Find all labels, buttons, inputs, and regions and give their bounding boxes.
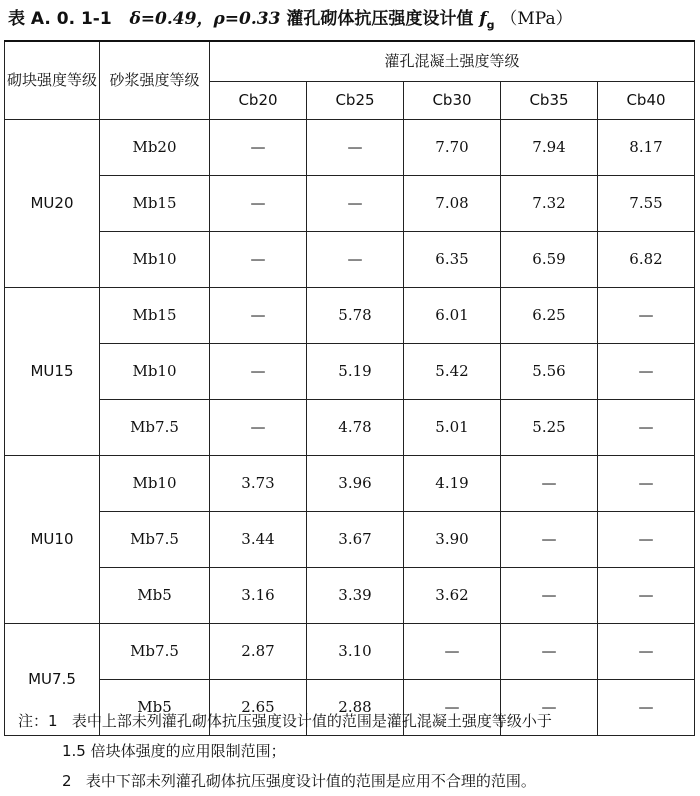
strength-value-cell: 6.82 xyxy=(598,231,695,287)
note-2-number: 2 xyxy=(62,772,72,790)
strength-value-cell: 5.78 xyxy=(307,287,404,343)
notes-label: 注： xyxy=(18,712,49,730)
block-grade-cell: MU15 xyxy=(5,287,100,455)
note-2 xyxy=(18,766,698,796)
strength-value-cell: 7.08 xyxy=(404,175,501,231)
note-1-continuation: 1.5 倍块体强度的应用限制范围； xyxy=(62,742,286,760)
strength-value-cell: — xyxy=(210,399,307,455)
strength-value-cell: — xyxy=(598,287,695,343)
table-parameters: δ=0.49，ρ=0.33 xyxy=(129,9,281,29)
note-1-number: 1 xyxy=(48,712,58,730)
strength-value-cell: — xyxy=(210,343,307,399)
table-row xyxy=(5,567,695,623)
block-grade-cell: MU20 xyxy=(5,119,100,287)
strength-value-cell: 7.70 xyxy=(404,119,501,175)
strength-value-cell: — xyxy=(210,175,307,231)
table-title-text: 灌孔砌体抗压强度设计值 xyxy=(286,9,474,29)
mortar-grade-cell: Mb15 xyxy=(100,175,210,231)
strength-value-cell: 2.65 xyxy=(210,679,307,735)
strength-table xyxy=(4,40,695,736)
header-col-cb20: Cb20 xyxy=(210,81,307,119)
note-2-text: 表中下部未列灌孔砌体抗压强度设计值的范围是应用不合理的范围。 xyxy=(85,772,536,790)
table-row xyxy=(5,399,695,455)
strength-value-cell: 5.56 xyxy=(501,343,598,399)
strength-value-cell: — xyxy=(210,287,307,343)
strength-value-cell: 3.90 xyxy=(404,511,501,567)
table-number: 表 A. 0. 1-1 xyxy=(8,9,112,29)
strength-value-cell: 6.59 xyxy=(501,231,598,287)
header-col-cb30: Cb30 xyxy=(404,81,501,119)
strength-value-cell: — xyxy=(501,623,598,679)
mortar-grade-cell: Mb10 xyxy=(100,455,210,511)
strength-value-cell: — xyxy=(501,455,598,511)
strength-value-cell: 3.73 xyxy=(210,455,307,511)
mortar-grade-cell: Mb7.5 xyxy=(100,399,210,455)
strength-value-cell: 3.67 xyxy=(307,511,404,567)
strength-table-body xyxy=(5,41,695,735)
block-grade-cell: MU10 xyxy=(5,455,100,623)
table-row xyxy=(5,175,695,231)
strength-value-cell: 3.96 xyxy=(307,455,404,511)
strength-value-cell: 3.39 xyxy=(307,567,404,623)
strength-value-cell: — xyxy=(598,567,695,623)
strength-value-cell: 3.62 xyxy=(404,567,501,623)
strength-value-cell: — xyxy=(307,231,404,287)
strength-value-cell: — xyxy=(598,399,695,455)
mortar-grade-cell: Mb15 xyxy=(100,287,210,343)
table-title-symbol-sub: g xyxy=(486,18,495,32)
strength-value-cell: — xyxy=(598,623,695,679)
table-row xyxy=(5,231,695,287)
mortar-grade-cell: Mb10 xyxy=(100,343,210,399)
mortar-grade-cell: Mb20 xyxy=(100,119,210,175)
header-block-grade: 砌块强度等级 xyxy=(5,41,100,119)
strength-value-cell: 3.10 xyxy=(307,623,404,679)
mortar-grade-cell: Mb7.5 xyxy=(100,511,210,567)
table-row xyxy=(5,511,695,567)
mortar-grade-cell: Mb10 xyxy=(100,231,210,287)
strength-value-cell: — xyxy=(307,175,404,231)
strength-value-cell: 6.25 xyxy=(501,287,598,343)
strength-value-cell: 5.42 xyxy=(404,343,501,399)
table-row xyxy=(5,287,695,343)
strength-value-cell: 6.01 xyxy=(404,287,501,343)
strength-value-cell: 4.19 xyxy=(404,455,501,511)
mortar-grade-cell: Mb5 xyxy=(100,679,210,735)
block-grade-cell: MU7.5 xyxy=(5,623,100,735)
strength-value-cell: — xyxy=(404,679,501,735)
strength-value-cell: — xyxy=(501,567,598,623)
strength-value-cell: — xyxy=(210,231,307,287)
strength-value-cell: 6.35 xyxy=(404,231,501,287)
table-row xyxy=(5,623,695,679)
header-mortar-grade: 砂浆强度等级 xyxy=(100,41,210,119)
mortar-grade-cell: Mb5 xyxy=(100,567,210,623)
table-unit: （MPa） xyxy=(500,9,573,29)
header-col-cb40: Cb40 xyxy=(598,81,695,119)
table-row xyxy=(5,455,695,511)
strength-value-cell: 5.01 xyxy=(404,399,501,455)
strength-value-cell: 7.94 xyxy=(501,119,598,175)
strength-value-cell: — xyxy=(598,511,695,567)
strength-value-cell: — xyxy=(404,623,501,679)
strength-value-cell: 7.55 xyxy=(598,175,695,231)
table-row xyxy=(5,343,695,399)
strength-value-cell: 3.16 xyxy=(210,567,307,623)
strength-value-cell: 4.78 xyxy=(307,399,404,455)
strength-value-cell: 5.19 xyxy=(307,343,404,399)
strength-value-cell: 7.32 xyxy=(501,175,598,231)
strength-value-cell: — xyxy=(598,343,695,399)
strength-value-cell: — xyxy=(501,679,598,735)
header-col-cb25: Cb25 xyxy=(307,81,404,119)
note-1 xyxy=(18,706,698,736)
notes xyxy=(18,706,698,796)
strength-value-cell: — xyxy=(598,679,695,735)
table-row xyxy=(5,119,695,175)
note-1-text: 表中上部未列灌孔砌体抗压强度设计值的范围是灌孔混凝土强度等级小于 xyxy=(71,712,552,730)
strength-value-cell: 2.87 xyxy=(210,623,307,679)
strength-value-cell: 2.88 xyxy=(307,679,404,735)
strength-value-cell: 8.17 xyxy=(598,119,695,175)
table-title-symbol: f xyxy=(479,9,487,29)
strength-value-cell: 5.25 xyxy=(501,399,598,455)
header-concrete-grade: 灌孔混凝土强度等级 xyxy=(210,41,695,81)
strength-value-cell: — xyxy=(307,119,404,175)
header-col-cb35: Cb35 xyxy=(501,81,598,119)
strength-value-cell: 3.44 xyxy=(210,511,307,567)
strength-value-cell: — xyxy=(598,455,695,511)
table-title xyxy=(8,4,698,34)
strength-value-cell: — xyxy=(210,119,307,175)
strength-value-cell: — xyxy=(501,511,598,567)
mortar-grade-cell: Mb7.5 xyxy=(100,623,210,679)
